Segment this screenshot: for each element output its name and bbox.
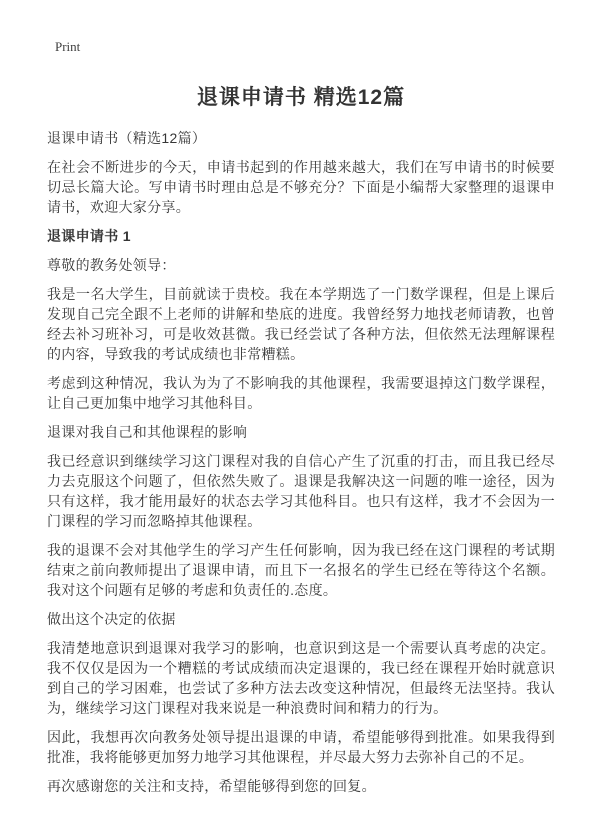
sub-heading-basis: 做出这个决定的依据 <box>47 611 176 627</box>
closing-paragraph: 再次感谢您的关注和支持，希望能够得到您的回复。 <box>47 778 376 794</box>
body-paragraph-1: 我是一名大学生，目前就读于贵校。我在本学期选了一门数学课程，但是上课后发现自己完全跟不上老师的讲解和垫底的进度。我曾经努力地找老师请教，也曾经去补习班补习，可是收效甚微。我已经尝试了各种方法，但依然无法理解课程的内容，导致我的考试成绩也非常糟糕。 <box>47 286 555 362</box>
doc-subtitle: 退课申请书（精选12篇） <box>47 130 207 146</box>
intro-paragraph: 在社会不断进步的今天，申请书起到的作用越来越大，我们在写申请书的时候要切忌长篇大论。写申请书时理由总是不够充分？下面是小编帮大家整理的退课申请书，欢迎大家分享。 <box>47 159 555 215</box>
page-title: 退课申请书 精选12篇 <box>196 86 406 109</box>
body-paragraph-6: 因此，我想再次向教务处领导提出退课的申请，希望能够得到批准。如果我得到批准，我将能够更加努力地学习其他课程，并尽最大努力去弥补自己的不足。 <box>47 729 555 765</box>
print-button[interactable]: Print <box>55 39 81 54</box>
sub-heading-impact: 退课对我自己和其他课程的影响 <box>47 424 248 440</box>
body-paragraph-4: 我的退课不会对其他学生的学习产生任何影响，因为我已经在这门课程的考试期结束之前向教师提出了退课申请，而且下一名报名的学生已经在等待这个名额。我对这个问题有足够的考虑和负责任的.态度。 <box>47 542 555 598</box>
salutation: 尊敬的教务处领导： <box>47 257 176 273</box>
body-paragraph-5: 我清楚地意识到退课对我学习的影响，也意识到这是一个需要认真考虑的决定。我不仅仅是因为一个糟糕的考试成绩而决定退课的，我已经在课程开始时就意识到自己的学习困难，也尝试了多种方法去改变这种情况，但最终无法坚持。我认为，继续学习这门课程对我来说是一种浪费时间和精力的行为。 <box>47 640 555 716</box>
section-heading-1: 退课申请书 1 <box>47 228 131 244</box>
body-paragraph-2: 考虑到这种情况，我认为为了不影响我的其他课程，我需要退掉这门数学课程，让自己更加集中地学习其他科目。 <box>47 375 555 411</box>
body-paragraph-3: 我已经意识到继续学习这门课程对我的自信心产生了沉重的打击，而且我已经尽力去克服这个问题了，但依然失败了。退课是我解决这一问题的唯一途径，因为只有这样，我才能用最好的状态去学习其他科目。也只有这样，我才不会因为一门课程的学习而忽略掉其他课程。 <box>47 453 555 529</box>
